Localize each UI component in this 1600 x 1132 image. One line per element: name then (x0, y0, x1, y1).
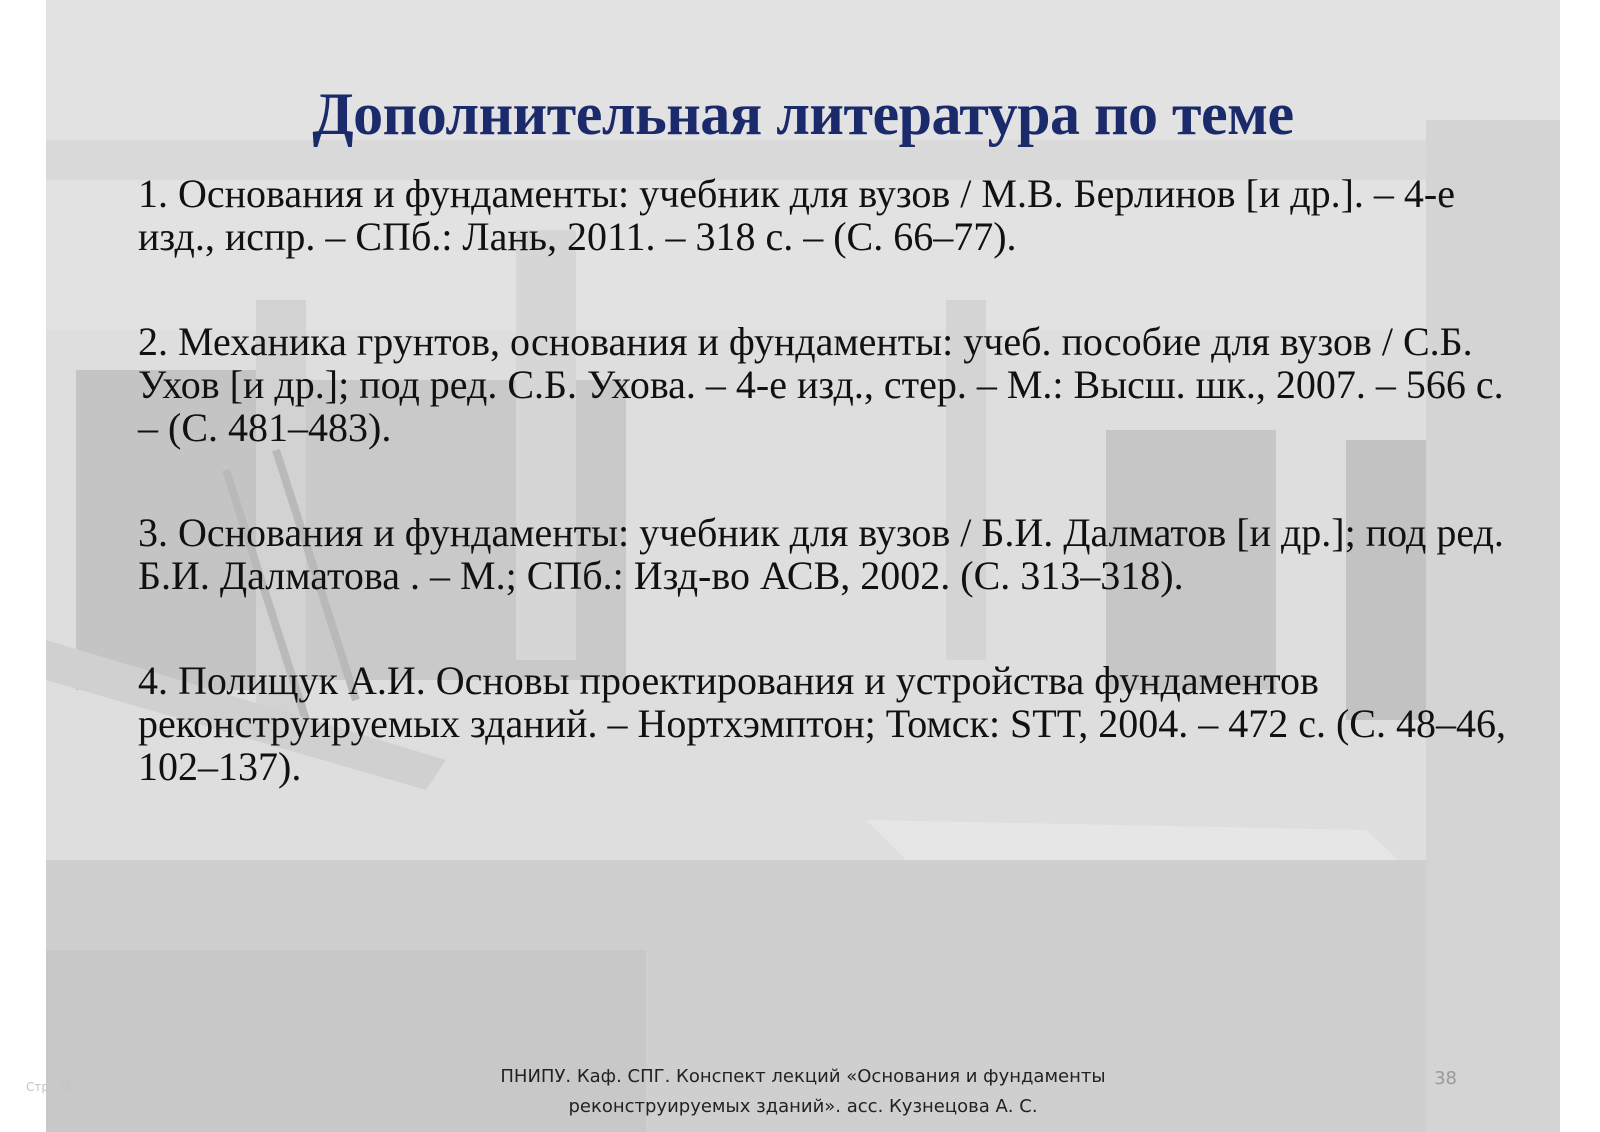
reference-item-2: 2. Механика грунтов, основания и фундаменты: учеб. пособие для вузов / С.Б. Ухов [и др.]; под ред. С.Б. Ухова. – 4-е изд., стер. – М.: Высш. шк., 2007. – 566 с. – (С. 481–483). (138, 319, 1504, 450)
footer-line-1: ПНИПУ. Каф. СПГ. Конспект лекций «Основания и фундаменты (500, 1066, 1106, 1087)
footer-line-2: реконструируемых зданий». асс. Кузнецова А. С. (568, 1096, 1038, 1117)
reference-list (138, 172, 1518, 788)
reference-item-3: 3. Основания и фундаменты: учебник для вузов / Б.И. Далматов [и др.]; под ред. Б.И. Далматова . – М.; СПб.: Изд-во АСВ, 2002. (С. 313–318). (138, 510, 1504, 598)
reference-item-1: 1. Основания и фундаменты: учебник для вузов / М.В. Берлинов [и др.]. – 4-е изд., испр. – СПб.: Лань, 2011. – 318 с. – (С. 66–77). (138, 171, 1455, 259)
page-label: Стр. 38 (26, 1080, 72, 1094)
slide-title: Дополнительная литература по теме (312, 81, 1294, 147)
slide-footer (46, 1062, 1560, 1122)
slide-number: 38 (1434, 1068, 1457, 1089)
reference-item-4: 4. Полищук А.И. Основы проектирования и устройства фундаментов реконструируемых зданий. – Нортхэмптон; Томск: STT, 2004. – 472 с. (С. 48–46, 102–137). (138, 658, 1506, 789)
slide (46, 0, 1560, 1132)
